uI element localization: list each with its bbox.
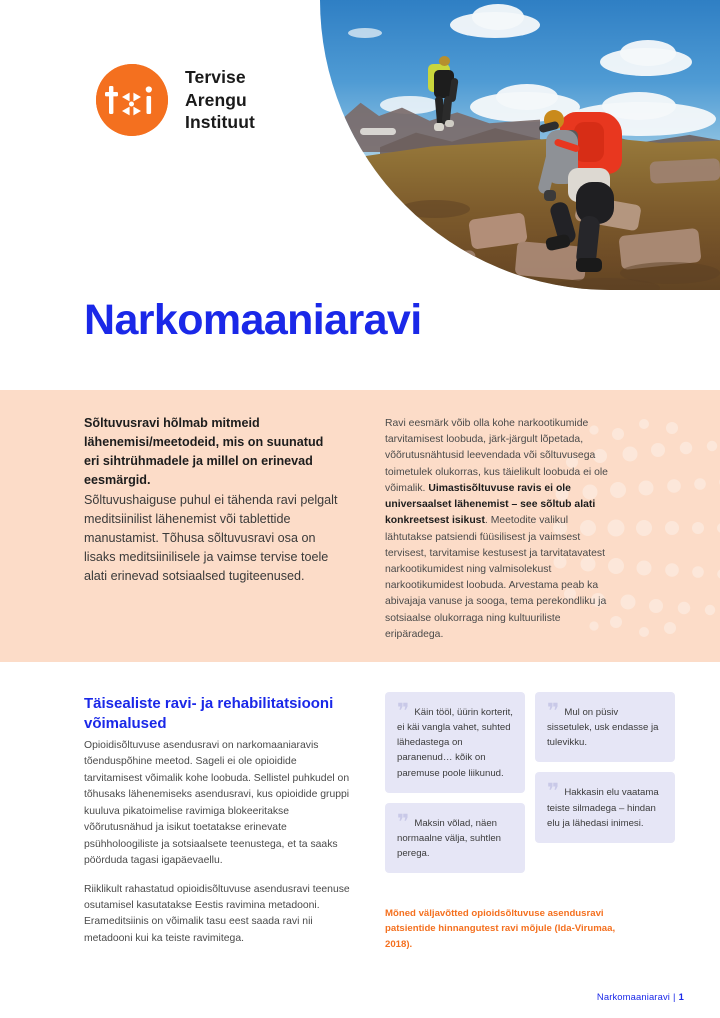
organization-name — [185, 66, 255, 133]
intro-band — [0, 390, 720, 662]
hiker-yellow-backpack — [424, 56, 460, 134]
org-line-2: Arengu — [185, 89, 247, 110]
hero-image — [320, 0, 720, 290]
quote-column-right — [535, 692, 675, 853]
intro-right-part2: . Meetodite valikul lähtutakse patsiendi füüsilisest ja vaimsest tervisest, tarvitamise kestusest ja tarvitatavatest narkootikumidest ning valmisolekust narkootikumidest loobuda. Arvestama peab ka abivajaja vanuse ja sooga, tema perekondliku ja sotsiaalse olukorraga ning kultuuriliste eripäradega. — [385, 515, 607, 640]
intro-right-part1: Ravi eesmärk võib olla kohe narkootikumide tarvitamisest loobuda, järk-järgult lõpetada, võõrutusnähtusid leevendada või sõltuvusega toimetulek olukorras, kus täielikult loobuda ei ole võimalik. — [385, 418, 608, 494]
intro-right-bold: Uimastisõltuvuse ravis ei ole universaalset lähenemist – see sõltub alati konkreetsest isikust — [385, 482, 596, 527]
quote-mark-icon: ❞ — [547, 699, 560, 723]
snow-patch — [360, 128, 396, 135]
intro-right-column — [385, 416, 617, 643]
quote-card — [535, 772, 675, 842]
cloud-shape — [620, 40, 676, 66]
cloud-shape — [472, 4, 524, 30]
shrub-patch — [400, 200, 470, 218]
quote-text: Hakkasin elu vaatama teiste silmadega – hindan elu ja lähedasi inimesi. — [547, 787, 659, 829]
body-paragraph: Opioidisõltuvuse asendusravi on narkomaaniaravis tõenduspõhine meetod. Sageli ei ole opioidide tarvitamisest võimalik kohe loobuda. Sellistel puhkudel on tõhusaks lähenemiseks asendusravi, kus opioidide gruppi kuuluva pikatoimelise ravimiga blokeeritakse võõrutusnähud ja isikut toetatakse erinevate psühholoogiliste ja sotsiaalsete teenustega, et ta saaks pöörduda tagasi igapäevaellu. — [84, 740, 350, 867]
footer-page-number: 1 — [678, 991, 684, 1002]
quote-column-left — [385, 692, 525, 883]
page-title: Narkomaaniaravi — [84, 296, 422, 344]
quote-text: Maksin võlad, näen normaalne välja, suhtlen perega. — [397, 817, 501, 860]
quote-card — [385, 692, 525, 793]
hiker-red-backpack — [534, 106, 630, 282]
footer-separator: | — [673, 991, 676, 1002]
quote-card — [535, 692, 675, 762]
organization-logo — [96, 64, 255, 136]
cloud-shape — [348, 28, 382, 38]
quote-card — [385, 803, 525, 873]
quote-mark-icon: ❞ — [547, 779, 560, 804]
quote-text: Mul on püsiv sissetulek, usk endasse ja tulevikku. — [547, 707, 659, 749]
intro-lead-text: Sõltuvusravi hõlmab mitmeid lähenemisi/meetodeid, mis on suunatud eri sihtrühmadele ja millel on erinevad eesmärgid. — [84, 416, 324, 488]
page-footer — [597, 991, 684, 1002]
shrub-patch — [620, 262, 720, 284]
org-line-1: Tervise — [185, 67, 246, 88]
section-body — [84, 738, 356, 947]
quote-mark-icon: ❞ — [397, 699, 410, 723]
intro-left-body: Sõltuvushaiguse puhul ei tähenda ravi pelgalt meditsiinilist lähenemist või tablettide manustamist. Tõhusa sõltuvusravi osa on lisaks meditsiinilisele ja vaimse tervise toele alati erinevad sotsiaalsed tugiteenused. — [84, 492, 338, 584]
rock-shape — [649, 158, 720, 184]
intro-left-column — [84, 414, 340, 586]
quote-source-caption: Mõned väljavõtted opioidsõltuvuse asendusravi patsientide hinnangutest ravi mõjule (Ida-Virumaa, 2018). — [385, 908, 616, 950]
org-line-3: Instituut — [185, 112, 255, 133]
quote-mark-icon: ❞ — [397, 809, 410, 834]
tai-circle-logo-icon — [96, 64, 168, 136]
quote-text: Käin tööl, üürin korterit, ei käi vangla vahet, suhted lähedastega on paranenud… kõik on paremuse poole liikunud. — [397, 707, 513, 779]
body-paragraph: Riiklikult rahastatud opioidisõltuvuse asendusravi teenuse osutamisel kasutatakse Eestis ravimina metadooni. Erameditsiinis on võimalik tasu eest saada ravi nii metadooni kui ka teiste ravimitega. — [84, 883, 350, 944]
footer-document-name: Narkomaaniaravi — [596, 991, 671, 1002]
section-heading: Täisealiste ravi- ja rehabilitatsiooni võimalused — [84, 695, 334, 733]
rock-shape — [415, 250, 477, 280]
